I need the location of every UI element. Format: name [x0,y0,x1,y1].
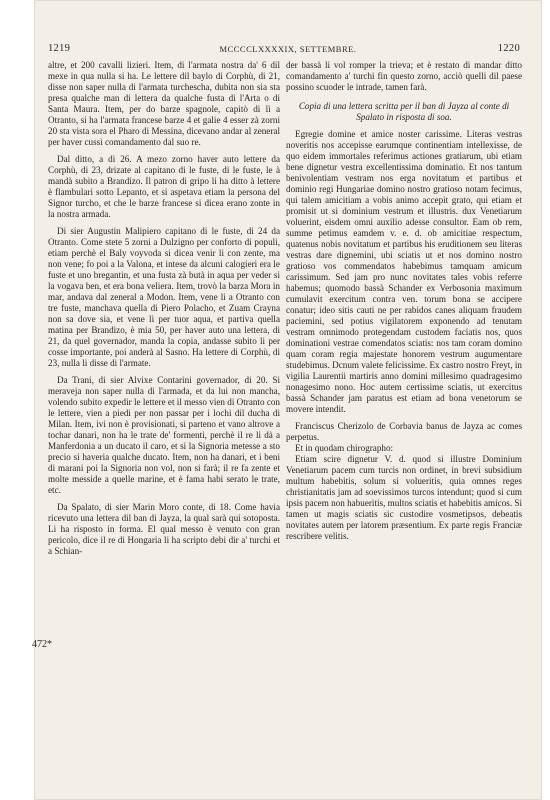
paragraph: Etiam scire dignetur V. d. quod si illustre Dominium Venetiarum pacem cum turcis non ordinet, in brevi subsidium multum habebitis, solum si volueritis, quia omnes reges christianitatis jam ad soevissimos turcos intendunt; quod si cum ipsis pacem non habueritis, multos sciatis et habebitis amicos. Si tamen ut magis sciatis sic custodire vosmetipsos, debeatis novitates autem per latorem præsentium. Ex parte regis Franciæ rescribere velitis. [286,454,522,541]
paragraph: Da Trani, di sier Alvixe Contarini governador, di 20. Si meraveja non saper nulla di l'armada, et da lui non mancha, volendo subito expedir le lettere et il messo vien di Otranto con le lettere, vien a piedi per non passar per i lochi dil ducha di Milan. Item, ivi non è provisionati, si parteno et vano altrove a tochar danari, non ha le trate de' formenti, perchè il re li dà a Manferdonia a un ducato il caro, et si la Signoria metesse a sto precio si haveria qualche ducato. Item, non ha danari, et i beni di marani poi la Signoria non vol, non si farà; il re fa zente et molte messide a quelle marine, et è fama habi serato le trate, etc. [48,375,280,495]
page-number-left: 1219 [48,43,71,54]
paragraph: Dal ditto, a dì 26. A mezo zorno haver auto lettere da Corphù, di 23, drizate al capitano di le fuste, di le fuste, le à mandà subito a Brandizo. Il patron di gripo li ha ditto à lettere è flambulari sotto Lepanto, et si aspetava etiam la persona del Signor turcho, et che le barze francese si dicea erano zonte in la nostra armada. [48,154,280,219]
right-column [286,60,522,542]
paragraph: altre, et 200 cavalli lizieri. Item, di l'armata nostra da' 6 dil mexe in qua nulla si ha. Le lettere dil baylo di Corphù, di 21, disse non saper nulla di l'armata turchescha, dubita non sia sta presa qualche man di lettera da qualche fusta di l'Arta o di Santa Maura. Item, per do barze spagnole, capitò di lì a Otranto, si ha l'armata francese barze 4 et galie 4 esser zà zorni 20 sta vista sora el Pharo di Messina, dicevano andar al zeneral per haver cussì comandamento dal suo re. [48,60,280,147]
page-number-right: 1220 [497,43,520,54]
book-page [34,0,542,800]
paragraph: Franciscus Cherizolo de Corbavia banus de Jayza ac comes perpetus. [286,421,522,442]
margin-number: 472* [32,639,52,650]
running-title: MCCCCLXXXXIX, SETTEMBRE. [219,44,357,54]
page-header [34,43,542,57]
left-column [48,60,280,557]
paragraph: Di sier Augustin Malipiero capitano di le fuste, di 24 da Otranto. Come stete 5 zorni a Dulzigno per conforto di populi, etiam perchè el Baly voyvoda si dicea venir li con zente, ma non vene; fo poi a la Valona, et intese da alcuni calogieri era le fuste et uno bregantin, et una fusta zà butà in aqua per veder si la vogava ben, et era bona veliera. Item, trovò la barza Mora in mar, andava dal zeneral a Modon. Item, vene li a Otranto con tre fuste, manchava quella di Piero Polacho, et Zuam Crayna non sa dove sia, et vene lì per tuor aqua, et partiva quella matina per Brandizo, è mia 50, per haver auto una lettera, di 21, da quel governador, manda la copia, andasse subito li per cosse importante, poi anderà al Sasno. Ha lettere di Corphù, di 23, nulla li disse di l'armate. [48,226,280,368]
paragraph: Da Spalato, di sier Marin Moro conte, di 18. Come havia ricevuto una lettera dil ban di Jayza, la qual sarà qui sotoposta. Li ha risposto in forma. El qual messo è venuto con gran pericolo, dice il re di Hongaria li ha scripto debi dir a' turchi et a Schian- [48,502,280,556]
paragraph: Et in quodam chirographo: [295,443,394,453]
letter-heading: Copia di una lettera scritta per il ban di Jayza al conte di Spalato in risposta di soa. [298,101,510,122]
paragraph: Egregie domine et amice noster carissime. Literas vestras noveritis nos accepisse earumque continentiam intellexisse, de quo eidem immortales referimus actiones gratiarum, ubi etiam bene dignetur vestra excellentissima dominatio. Et nos tantum benivolentiam vestram nos erga novitatum et partibus et dominio regi Hungariae domino nostro gratioso notam fecimus, qui talem amicitiam a vobis animo accepit grato, qui etiam et promisit ut si dominium vestrum et illustris. dux Venetiarum voluerint, eisdem omni auxilio adesse consultor. Eam ob rem, summe petimus eamdem v. e. d. ob amicitiae respectum, quatenus nobis novitatum et partibus his eruditionem seu literas vestras dare dignemini, ubi sciatis ut et nos domino nostro gratioso vos commendatos habebimus tamquam amicum carissimum. Sed jam pro nunc novitates tales vobis referre habemus; quomodo bassà Schander ex Verbosonia maximum cumulavit exercitum contra ven. torum bona se accipere conatur; ideo sitis cauti ne per rabidos canes aliquam fraudem paciemini, sed potius vigilatorem exponendo ad tenutam vestram omnimodo protegendam custodem faciatis nos, quos dominationi vestrae comendatos sciatis: nos tam coram domino quam coram regia majestate honorem vestrum augumentare studebimus. Dcnum valete felicissime. Ex castro nostro Freyt, in vigilia Laurentii martiris anno domini millesimo quadragesimo nonagesimo nono. Hoc autem certissime sciatis, ut exercitus bassà Schander jam paratus est etiam ad bona venetorum se movere intendit. [286,129,522,414]
paragraph: der bassà li vol romper la trieva; et è restato di mandar ditto comandamento a' turchi fin questo zorno, acciò quelli dil paese possino scuoder le intrade, tamen farà. [286,60,522,92]
